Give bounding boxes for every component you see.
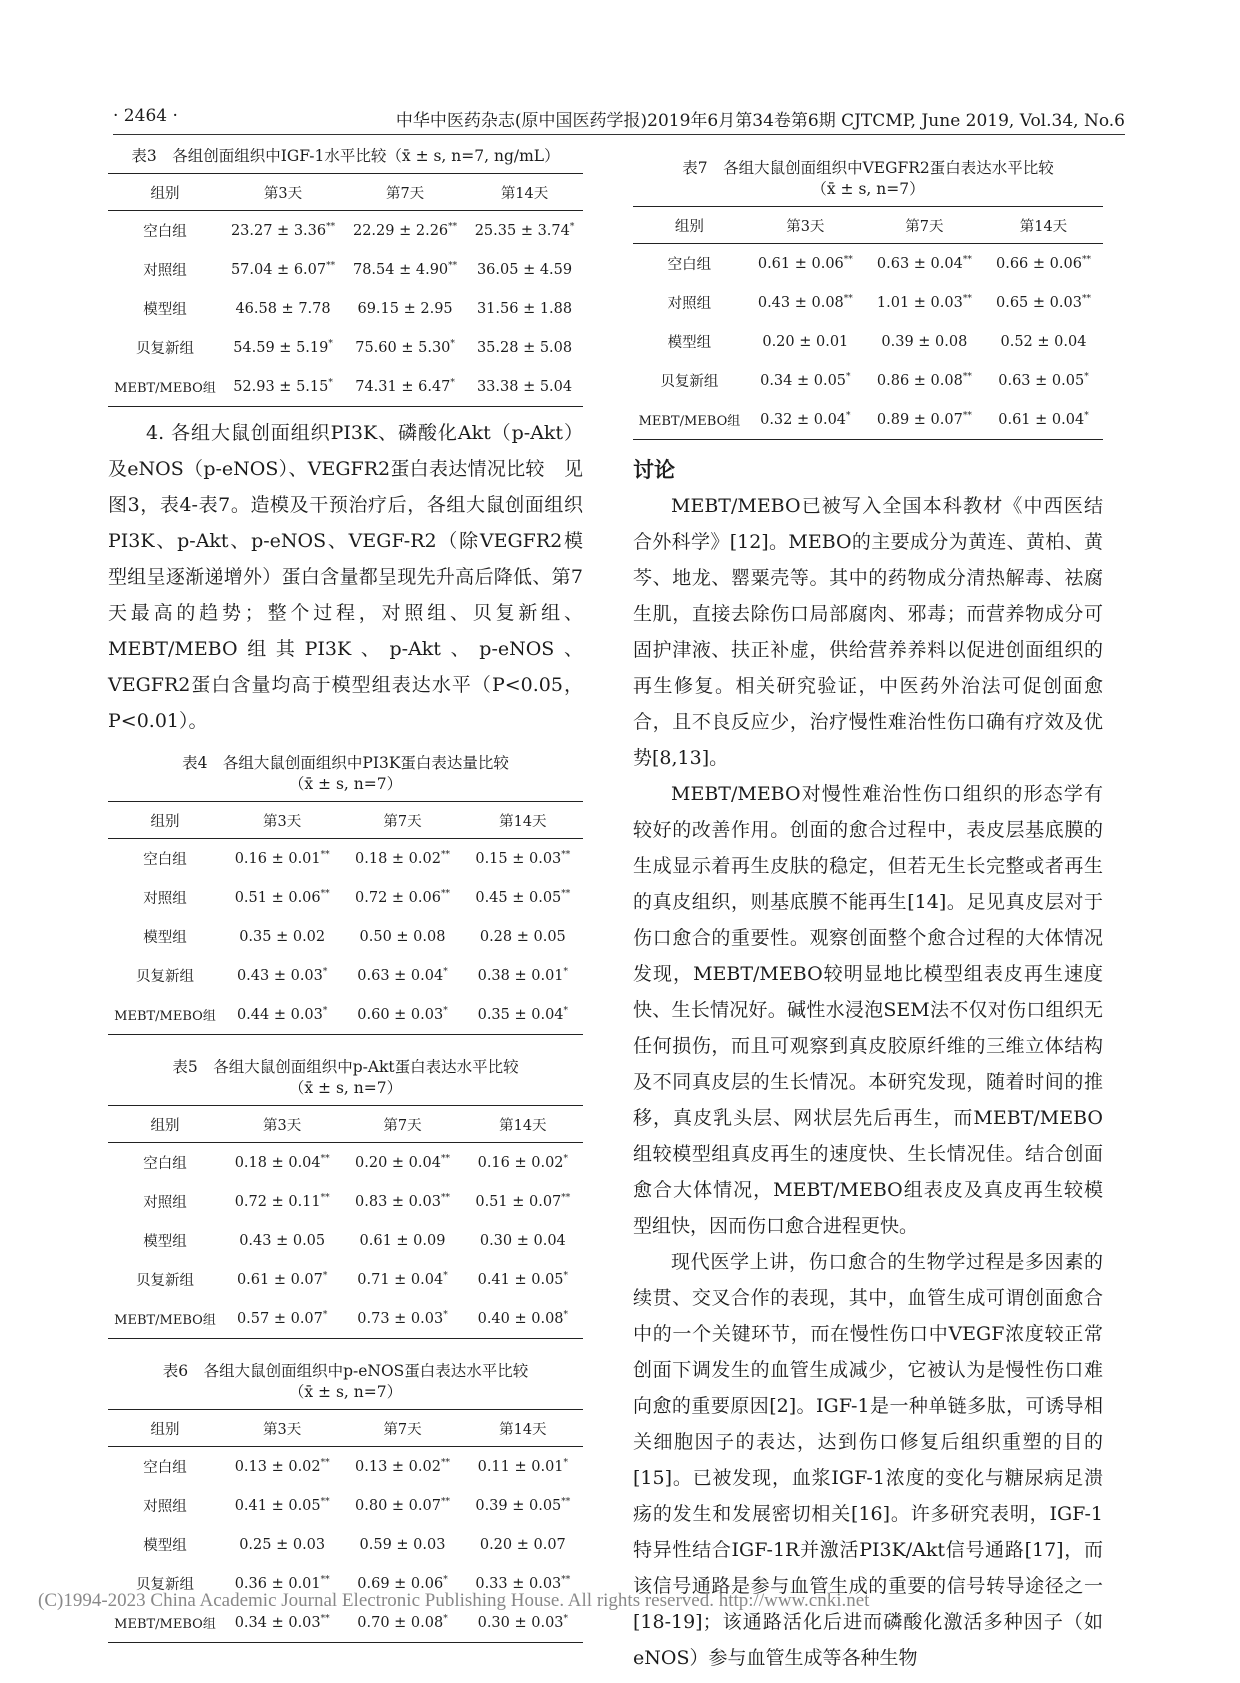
value-cell: [342, 878, 462, 917]
group-cell: 贝复新组: [136, 341, 194, 357]
value-cell: [344, 211, 466, 251]
significance-marker: *: [443, 1310, 448, 1320]
value-text: 33.38 ± 5.04: [476, 378, 573, 395]
significance-marker: *: [569, 222, 575, 232]
value-text: 0.13 ± 0.02: [355, 1459, 441, 1475]
significance-marker: **: [326, 261, 336, 271]
value-text: 0.60 ± 0.03: [357, 1007, 444, 1023]
value-cell: [463, 1143, 583, 1183]
table5: [108, 1105, 583, 1339]
value-text: 54.59 ± 5.19: [233, 340, 329, 356]
significance-marker: *: [322, 1310, 328, 1320]
column-header: 第14天: [463, 802, 583, 839]
value-text: 0.41 ± 0.05: [234, 1498, 321, 1514]
value-text: 69.15 ± 2.95: [357, 300, 453, 317]
column-header: 第3天: [222, 1410, 342, 1447]
table-row: [108, 917, 583, 956]
significance-marker: *: [846, 372, 851, 382]
value-text: 0.39 ± 0.05: [475, 1498, 562, 1514]
table3: [108, 173, 583, 407]
value-cell: [342, 1447, 462, 1487]
value-text: 0.40 ± 0.08: [477, 1311, 564, 1327]
value-text: 0.57 ± 0.07: [236, 1311, 323, 1327]
significance-marker: **: [440, 1497, 450, 1507]
value-cell: [222, 250, 344, 289]
value-text: 0.70 ± 0.08: [357, 1615, 444, 1631]
column-header: 第3天: [222, 174, 344, 211]
table5-caption: 表5 各组大鼠创面组织中p-Akt蛋白表达水平比较: [172, 1058, 519, 1076]
group-cell: 对照组: [143, 1499, 187, 1515]
significance-marker: *: [1084, 372, 1089, 382]
right-column: [633, 158, 1103, 1676]
value-text: 0.16 ± 0.02: [477, 1155, 564, 1171]
column-header: 组别: [108, 174, 222, 211]
table7-caption: 表7 各组大鼠创面组织中VEGFR2蛋白表达水平比较: [682, 159, 1054, 177]
group-cell: 空白组: [143, 852, 187, 868]
journal-citation: 中华中医药杂志(原中国医药学报)2019年6月第34卷第6期 CJTCMP, June 2019, Vol.34, No.6: [395, 111, 1125, 131]
discussion-paragraph-3: 现代医学上讲，伤口愈合的生物学过程是多因素的续贯、交叉合作的表现，其中，血管生成可谓创面愈合中的一个关键环节，而在慢性伤口中VEGF浓度较正常创面下调发生的血管生成减少，它被认为是慢性伤口难向愈的重要原因[2]。IGF-1是一种单链多肽，可诱导相关细胞因子的表达，达到伤口修复后组织重塑的目的[15]。已被发现，血浆IGF-1浓度的变化与糖尿病足溃疡的发生和发展密切相关[16]。许多研究表明，IGF-1特异性结合IGF-1R并激活PI3K/Akt信号通路[17]，而该信号通路是参与血管生成的重要的信号转导途径之一[18-19]；该通路活化后进而磷酸化激活多种因子（如eNOS）参与血管生成等各种生物: [633, 1251, 1103, 1669]
value-text: 0.51 ± 0.07: [475, 1194, 562, 1210]
value-text: 0.72 ± 0.11: [234, 1194, 321, 1210]
significance-marker: *: [443, 1614, 448, 1624]
significance-marker: **: [440, 850, 450, 860]
value-cell: [466, 289, 583, 328]
significance-marker: **: [561, 1193, 571, 1203]
significance-marker: **: [962, 411, 972, 421]
value-text: 0.43 ± 0.03: [236, 968, 323, 984]
significance-marker: *: [443, 1006, 448, 1016]
group-cell: 对照组: [667, 296, 712, 312]
value-cell: [463, 1182, 583, 1221]
value-text: 46.58 ± 7.78: [235, 300, 331, 317]
value-text: 0.15 ± 0.03: [475, 851, 562, 867]
value-cell: [463, 917, 583, 956]
group-cell: 对照组: [143, 891, 187, 907]
value-cell: [466, 328, 583, 367]
value-cell: [463, 1260, 583, 1299]
table-row: [633, 322, 1103, 361]
significance-marker: **: [320, 1575, 330, 1585]
table-row: [108, 328, 583, 367]
significance-marker: **: [440, 889, 450, 899]
value-cell: [865, 400, 984, 440]
value-cell: [746, 283, 865, 322]
value-text: 52.93 ± 5.15: [233, 379, 329, 395]
value-cell: [463, 1486, 583, 1525]
group-cell: 空白组: [143, 1460, 187, 1476]
significance-marker: **: [561, 1575, 571, 1585]
value-text: 22.29 ± 2.26: [352, 223, 449, 239]
significance-marker: *: [1084, 411, 1089, 421]
value-cell: [984, 361, 1103, 400]
value-cell: [746, 400, 865, 440]
value-text: 0.18 ± 0.02: [355, 851, 441, 867]
value-text: 0.71 ± 0.04: [357, 1272, 444, 1288]
table4: [108, 801, 583, 1035]
value-cell: [463, 1221, 583, 1260]
table-row: [108, 1525, 583, 1564]
value-text: 0.11 ± 0.01: [477, 1459, 564, 1475]
table-row: [108, 250, 583, 289]
significance-marker: *: [846, 411, 851, 421]
value-cell: [984, 283, 1103, 322]
group-cell: 模型组: [143, 1234, 187, 1250]
value-cell: [344, 328, 466, 367]
value-cell: [222, 1299, 342, 1339]
value-cell: [342, 1260, 462, 1299]
value-cell: [466, 367, 583, 407]
value-cell: [463, 995, 583, 1035]
table-row: [633, 361, 1103, 400]
table4-caption: 表4 各组大鼠创面组织中PI3K蛋白表达量比较: [182, 754, 509, 772]
table5-caption-stats: （x̄ ± s, n=7）: [288, 1079, 403, 1097]
value-cell: [865, 322, 984, 361]
column-header: 第3天: [222, 1106, 342, 1143]
table-row: [108, 878, 583, 917]
column-header: 第7天: [342, 1410, 462, 1447]
column-header: 第7天: [342, 1106, 462, 1143]
significance-marker: *: [443, 967, 448, 977]
value-text: 0.36 ± 0.01: [234, 1576, 321, 1592]
table-row: [108, 289, 583, 328]
value-text: 0.18 ± 0.04: [234, 1155, 321, 1171]
table7: [633, 206, 1103, 440]
table-row: [108, 367, 583, 407]
significance-marker: *: [563, 1154, 569, 1164]
value-text: 0.30 ± 0.04: [479, 1232, 566, 1249]
value-text: 0.32 ± 0.04: [760, 412, 847, 428]
group-cell: 贝复新组: [136, 1577, 194, 1593]
column-header: 第14天: [466, 174, 583, 211]
table-row: [108, 1486, 583, 1525]
significance-marker: **: [843, 255, 853, 265]
table6-caption: 表6 各组大鼠创面组织中p-eNOS蛋白表达水平比较: [162, 1362, 529, 1380]
value-cell: [342, 1143, 462, 1183]
significance-marker: *: [563, 1271, 569, 1281]
significance-marker: **: [320, 1193, 330, 1203]
left-column: [108, 146, 583, 1643]
value-cell: [222, 1486, 342, 1525]
value-text: 31.56 ± 1.88: [476, 300, 573, 317]
value-cell: [466, 250, 583, 289]
value-cell: [222, 289, 344, 328]
value-text: 23.27 ± 3.36: [230, 223, 327, 239]
value-cell: [463, 1525, 583, 1564]
value-cell: [222, 995, 342, 1035]
significance-marker: *: [563, 1006, 569, 1016]
column-header: 第7天: [342, 802, 462, 839]
value-text: 1.01 ± 0.03: [876, 295, 963, 311]
significance-marker: **: [320, 1614, 330, 1624]
value-text: 0.66 ± 0.06: [995, 256, 1082, 272]
value-text: 0.30 ± 0.03: [477, 1615, 564, 1631]
value-cell: [865, 244, 984, 284]
value-text: 0.61 ± 0.09: [359, 1232, 446, 1249]
significance-marker: **: [320, 1497, 330, 1507]
value-cell: [222, 1182, 342, 1221]
significance-marker: **: [1081, 255, 1091, 265]
column-header: 第7天: [344, 174, 466, 211]
value-cell: [222, 367, 344, 407]
table-row: [633, 283, 1103, 322]
value-cell: [746, 361, 865, 400]
significance-marker: *: [450, 378, 455, 388]
value-text: 0.61 ± 0.06: [757, 256, 844, 272]
value-text: 0.61 ± 0.04: [998, 412, 1085, 428]
discussion-paragraph-1: MEBT/MEBO已被写入全国本科教材《中西医结合外科学》[12]。MEBO的主要成分为黄连、黄柏、黄芩、地龙、罂粟壳等。其中的药物成分清热解毒、祛腐生肌，直接去除伤口局部腐肉、邪毒；而营养物成分可固护津液、扶正补虚，供给营养养料以促进创面组织的再生修复。相关研究验证，中医药外治法可促创面愈合，且不良反应少，治疗慢性难治性伤口确有疗效及优势[8,13]。: [633, 495, 1103, 769]
table-header-row: [108, 1106, 583, 1143]
significance-marker: *: [450, 339, 455, 349]
value-cell: [344, 367, 466, 407]
significance-marker: **: [440, 1154, 450, 1164]
value-text: 0.65 ± 0.03: [995, 295, 1082, 311]
table-header-row: [108, 174, 583, 211]
value-text: 0.28 ± 0.05: [479, 928, 566, 945]
table-row: [108, 1260, 583, 1299]
table-row: [108, 839, 583, 879]
significance-marker: *: [563, 1310, 569, 1320]
column-header: 组别: [108, 802, 222, 839]
group-cell: 空白组: [143, 1156, 187, 1172]
group-cell: MEBT/MEBO组: [108, 1299, 222, 1339]
value-text: 0.43 ± 0.08: [757, 295, 844, 311]
value-text: 0.35 ± 0.04: [477, 1007, 564, 1023]
significance-marker: **: [962, 372, 972, 382]
value-cell: [463, 1299, 583, 1339]
significance-marker: **: [1081, 294, 1091, 304]
value-text: 35.28 ± 5.08: [476, 339, 573, 356]
table-row: [633, 400, 1103, 440]
group-cell: MEBT/MEBO组: [108, 367, 222, 407]
value-text: 0.41 ± 0.05: [477, 1272, 564, 1288]
value-cell: [222, 1221, 342, 1260]
group-cell: 对照组: [143, 263, 187, 279]
value-text: 0.35 ± 0.02: [239, 928, 326, 945]
table-row: [633, 244, 1103, 284]
value-text: 75.60 ± 5.30: [355, 340, 451, 356]
significance-marker: **: [320, 889, 330, 899]
value-text: 0.63 ± 0.05: [998, 373, 1085, 389]
group-cell: MEBT/MEBO组: [633, 400, 746, 440]
significance-marker: **: [320, 1458, 330, 1468]
significance-marker: **: [561, 850, 571, 860]
value-text: 0.83 ± 0.03: [355, 1194, 441, 1210]
page-number: · 2464 ·: [113, 106, 178, 126]
value-cell: [746, 244, 865, 284]
significance-marker: **: [962, 255, 972, 265]
group-cell: 空白组: [667, 257, 712, 273]
value-cell: [342, 995, 462, 1035]
significance-marker: **: [440, 1458, 450, 1468]
value-text: 0.39 ± 0.08: [881, 333, 968, 350]
group-cell: MEBT/MEBO组: [108, 995, 222, 1035]
value-text: 0.34 ± 0.05: [760, 373, 847, 389]
value-text: 0.44 ± 0.03: [236, 1007, 323, 1023]
column-header: 第3天: [222, 802, 342, 839]
significance-marker: *: [322, 1271, 328, 1281]
value-text: 78.54 ± 4.90: [352, 262, 449, 278]
discussion-heading: 讨论: [633, 458, 675, 482]
value-cell: [463, 1447, 583, 1487]
table-header-row: [633, 207, 1103, 244]
value-cell: [342, 1182, 462, 1221]
value-cell: [222, 1447, 342, 1487]
column-header: 组别: [108, 1106, 222, 1143]
running-header: [113, 104, 1125, 135]
value-cell: [222, 956, 342, 995]
column-header: 第14天: [984, 207, 1103, 244]
significance-marker: *: [322, 967, 328, 977]
column-header: 组别: [108, 1410, 222, 1447]
value-text: 0.89 ± 0.07: [876, 412, 963, 428]
value-cell: [222, 839, 342, 879]
value-text: 36.05 ± 4.59: [476, 261, 573, 278]
value-text: 74.31 ± 6.47: [355, 379, 451, 395]
group-cell: 空白组: [143, 224, 187, 240]
significance-marker: **: [448, 222, 458, 232]
value-cell: [344, 289, 466, 328]
value-cell: [342, 1486, 462, 1525]
significance-marker: **: [320, 850, 330, 860]
value-text: 0.20 ± 0.04: [355, 1155, 441, 1171]
group-cell: MEBT/MEBO组: [108, 1603, 222, 1643]
table6-caption-stats: （x̄ ± s, n=7）: [288, 1383, 403, 1401]
significance-marker: **: [448, 261, 458, 271]
value-cell: [222, 211, 344, 251]
value-cell: [466, 211, 583, 251]
value-cell: [344, 250, 466, 289]
value-cell: [222, 1143, 342, 1183]
value-text: 0.69 ± 0.06: [357, 1576, 444, 1592]
results-paragraph-4: 4. 各组大鼠创面组织PI3K、磷酸化Akt（p-Akt）及eNOS（p-eNOS）、VEGFR2蛋白表达情况比较 见图3，表4-表7。造模及干预治疗后，各组大鼠创面组织PI3K、p-Akt、p-eNOS、VEGF-R2（除VEGFR2模型组呈逐渐递增外）蛋白含量都呈现先升高后降低、第7天最高的趋势；整个过程，对照组、贝复新组、MEBT/MEBO组其PI3K、p-Akt、p-eNOS、VEGFR2蛋白含量均高于模型组表达水平（P<0.05，P<0.01）。: [108, 422, 583, 732]
significance-marker: **: [561, 889, 571, 899]
group-cell: 对照组: [143, 1195, 187, 1211]
significance-marker: **: [320, 1154, 330, 1164]
table-row: [108, 995, 583, 1035]
table-row: [108, 1447, 583, 1487]
table-header-row: [108, 802, 583, 839]
value-cell: [463, 956, 583, 995]
discussion-paragraph-2: MEBT/MEBO对慢性难治性伤口组织的形态学有较好的改善作用。创面的愈合过程中，表皮层基底膜的生成显示着再生皮肤的稳定，但若无生长完整或者再生的真皮组织，则基底膜不能再生[14]。足见真皮层对于伤口愈合的重要性。观察创面整个愈合过程的大体情况发现，MEBT/MEBO较明显地比模型组表皮再生速度快、生长情况好。碱性水浸泡SEM法不仅对伤口组织无任何损伤，而且可观察到真皮胶原纤维的三维立体结构及不同真皮层的生长情况。本研究发现，随着时间的推移，真皮乳头层、网状层先后再生，而MEBT/MEBO组较模型组真皮再生的速度快、生长情况佳。结合创面愈合大体情况，MEBT/MEBO组表皮及真皮再生较模型组快，因而伤口愈合进程更快。: [633, 783, 1103, 1237]
value-text: 0.25 ± 0.03: [239, 1536, 326, 1553]
value-text: 0.72 ± 0.06: [355, 890, 441, 906]
value-text: 0.38 ± 0.01: [477, 968, 564, 984]
value-cell: [342, 839, 462, 879]
significance-marker: *: [328, 378, 333, 388]
group-cell: 模型组: [667, 335, 712, 351]
value-cell: [342, 1299, 462, 1339]
group-cell: 贝复新组: [136, 1273, 194, 1289]
table-row: [108, 1221, 583, 1260]
value-text: 0.80 ± 0.07: [355, 1498, 441, 1514]
table7-caption-stats: （x̄ ± s, n=7）: [811, 180, 925, 198]
significance-marker: **: [843, 294, 853, 304]
significance-marker: *: [322, 1006, 328, 1016]
significance-marker: *: [563, 1458, 569, 1468]
column-header: 第14天: [463, 1106, 583, 1143]
value-cell: [984, 400, 1103, 440]
value-cell: [222, 1525, 342, 1564]
significance-marker: *: [443, 1271, 448, 1281]
value-cell: [222, 328, 344, 367]
value-cell: [984, 244, 1103, 284]
group-cell: 贝复新组: [136, 969, 194, 985]
column-header: 第3天: [746, 207, 865, 244]
column-header: 组别: [633, 207, 746, 244]
group-cell: 模型组: [143, 1538, 187, 1554]
value-text: 25.35 ± 3.74: [474, 223, 570, 239]
table-row: [108, 1143, 583, 1183]
column-header: 第7天: [865, 207, 984, 244]
value-text: 0.59 ± 0.03: [359, 1536, 446, 1553]
value-text: 0.20 ± 0.01: [762, 333, 849, 350]
group-cell: 贝复新组: [660, 374, 719, 390]
value-cell: [463, 839, 583, 879]
copyright-footer: (C)1994-2023 China Academic Journal Electronic Publishing House. All rights reserved. http://www.cnki.net: [38, 1590, 870, 1611]
value-text: 0.33 ± 0.03: [475, 1576, 562, 1592]
table-row: [108, 956, 583, 995]
value-cell: [222, 917, 342, 956]
significance-marker: *: [328, 339, 333, 349]
value-cell: [342, 917, 462, 956]
value-text: 57.04 ± 6.07: [230, 262, 327, 278]
table-row: [108, 1299, 583, 1339]
significance-marker: **: [561, 1497, 571, 1507]
value-text: 0.51 ± 0.06: [234, 890, 321, 906]
value-cell: [463, 878, 583, 917]
group-cell: 模型组: [143, 930, 187, 946]
table-header-row: [108, 1410, 583, 1447]
column-header: 第14天: [463, 1410, 583, 1447]
value-text: 0.43 ± 0.05: [239, 1232, 326, 1249]
value-text: 0.20 ± 0.07: [479, 1536, 566, 1553]
value-cell: [865, 361, 984, 400]
value-text: 0.52 ± 0.04: [1000, 333, 1087, 350]
value-cell: [342, 956, 462, 995]
value-text: 0.86 ± 0.08: [876, 373, 963, 389]
value-cell: [222, 1260, 342, 1299]
value-text: 0.16 ± 0.01: [234, 851, 321, 867]
value-cell: [865, 283, 984, 322]
value-cell: [222, 878, 342, 917]
value-text: 0.61 ± 0.07: [236, 1272, 323, 1288]
group-cell: 模型组: [143, 302, 187, 318]
table-row: [108, 211, 583, 251]
table4-caption-stats: （x̄ ± s, n=7）: [288, 775, 403, 793]
value-cell: [984, 322, 1103, 361]
significance-marker: *: [443, 1575, 448, 1585]
value-text: 0.45 ± 0.05: [475, 890, 562, 906]
value-cell: [342, 1221, 462, 1260]
significance-marker: *: [563, 1614, 569, 1624]
table3-caption: 表3 各组创面组织中IGF-1水平比较（x̄ ± s, n=7, ng/mL）: [131, 147, 560, 165]
significance-marker: **: [440, 1193, 450, 1203]
value-text: 0.50 ± 0.08: [359, 928, 446, 945]
value-text: 0.63 ± 0.04: [876, 256, 963, 272]
significance-marker: **: [326, 222, 336, 232]
significance-marker: *: [563, 967, 569, 977]
value-text: 0.63 ± 0.04: [357, 968, 444, 984]
value-cell: [746, 322, 865, 361]
value-text: 0.34 ± 0.03: [234, 1615, 321, 1631]
table-row: [108, 1182, 583, 1221]
value-text: 0.13 ± 0.02: [234, 1459, 321, 1475]
value-cell: [342, 1525, 462, 1564]
significance-marker: **: [962, 294, 972, 304]
value-text: 0.73 ± 0.03: [357, 1311, 444, 1327]
